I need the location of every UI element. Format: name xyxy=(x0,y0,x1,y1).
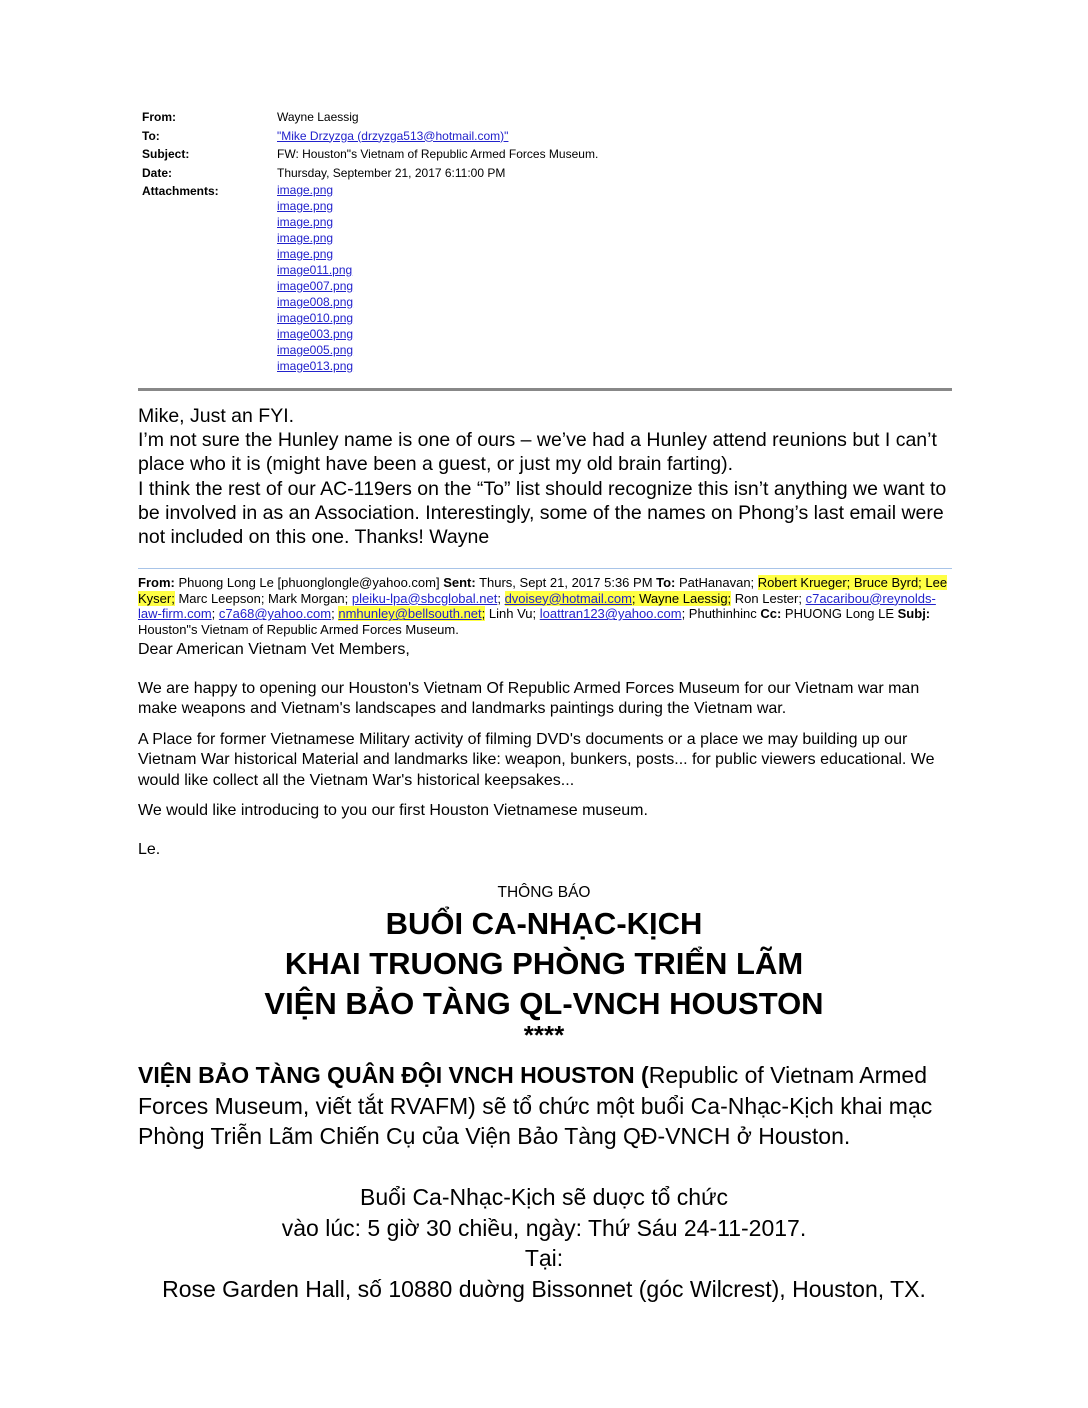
message-paragraph: We are happy to opening our Houston's Vietnam Of Republic Armed Forces Museum for our Vietnam war man make weapons and Vietnam's landscapes and landmarks paintings during the Vietnam war. xyxy=(138,679,920,717)
email-link[interactable]: pleiku-lpa@sbcglobal.net xyxy=(351,590,498,606)
attachment-link[interactable]: image.png xyxy=(277,215,334,229)
event-details xyxy=(138,1182,950,1304)
intro-line: I think the rest of our AC-119ers on the “To” list should recognize this isn’t anything we want to be involved in as an Association. Interestingly, some of the names on Phong’s last email were not included on this one. Thanks! Wayne xyxy=(138,477,947,549)
event-line: Tại: xyxy=(524,1245,564,1271)
attachment-link[interactable]: image.png xyxy=(277,183,334,197)
attachment-link[interactable]: image011.png xyxy=(277,263,353,277)
fwd-cc: PHUONG Long LE xyxy=(781,606,898,622)
fwd-to-text: Ron Lester; xyxy=(731,590,806,606)
intro-message xyxy=(138,404,958,549)
from-label: From: xyxy=(142,110,176,124)
stars-divider: **** xyxy=(523,1020,565,1050)
fwd-to-text: ; Phuthinhinc xyxy=(681,606,761,622)
announcement-paragraph xyxy=(138,1060,953,1152)
forward-divider xyxy=(138,568,952,569)
email-link[interactable]: dvoisey@hotmail.com xyxy=(504,590,632,606)
title-line: VIỆN BẢO TÀNG QL-VNCH HOUSTON xyxy=(264,986,824,1021)
date-label: Date: xyxy=(142,165,173,180)
forwarded-message xyxy=(138,640,958,870)
fwd-from-label: From: xyxy=(138,575,175,590)
fwd-to-text: Linh Vu; xyxy=(485,606,540,622)
fwd-separator: ; xyxy=(331,606,339,622)
from-value: Wayne Laessig xyxy=(277,110,359,124)
forwarded-header xyxy=(138,575,958,637)
event-line: Buổi Ca-Nhạc-Kịch sẽ duợc tổ chức xyxy=(360,1184,728,1210)
announcement-label: THÔNG BÁO xyxy=(497,884,591,901)
announcement-text: Republic of Vietnam Armed Forces Museum, viết tắt RVAFM) sẽ tổ chức một buổi Ca-Nhạc-Kịch khai mạc Phòng Triễn Lãm Chiến Cụ của Viện Bảo Tàng QĐ-VNCH ở Houston. xyxy=(138,1062,933,1149)
fwd-separator: ; xyxy=(497,590,505,606)
subject-label: Subject: xyxy=(142,147,190,161)
from-row xyxy=(142,108,962,127)
attachment-link[interactable]: image013.png xyxy=(277,359,354,373)
fwd-from: Phuong Long Le [phuonglongle@yahoo.com] xyxy=(174,575,444,590)
fwd-sent: Thurs, Sept 21, 2017 5:36 PM xyxy=(475,575,657,590)
highlighted-recipients: Robert Krueger; Bruce Byrd; Lee Kyser; xyxy=(138,575,948,606)
date-value: Thursday, September 21, 2017 6:11:00 PM xyxy=(277,165,506,180)
event-line: vào lúc: 5 giờ 30 chiều, ngày: Thứ Sáu 24-11-2017. xyxy=(281,1214,807,1241)
intro-line: Mike, Just an FYI. xyxy=(138,405,295,427)
title-line: BUỔI CA-NHẠC-KỊCH xyxy=(385,906,703,941)
to-label: To: xyxy=(142,128,160,143)
email-link[interactable]: loattran123@yahoo.com xyxy=(539,606,682,622)
attachment-link[interactable]: image003.png xyxy=(277,327,354,341)
attachment-link[interactable]: image.png xyxy=(277,231,334,245)
attachment-link[interactable]: image007.png xyxy=(277,279,354,293)
event-address: Rose Garden Hall, số 10880 duờng Bissonnet (góc Wilcrest), Houston, TX. xyxy=(162,1275,926,1302)
title-line: KHAI TRUONG PHÒNG TRIỂN LÃM xyxy=(284,946,804,981)
header-divider xyxy=(138,388,952,391)
attachment-link[interactable]: image005.png xyxy=(277,343,354,357)
email-link[interactable]: c7acaribou@reynolds-law-firm.com xyxy=(138,590,936,622)
fwd-to-label: To: xyxy=(656,575,676,590)
fwd-subj: Houston"s Vietnam of Republic Armed Forces Museum. xyxy=(138,621,459,637)
fwd-sent-label: Sent: xyxy=(443,575,476,590)
attachment-link[interactable]: image010.png xyxy=(277,311,354,325)
message-paragraph: We would like introducing to you our first Houston Vietnamese museum. xyxy=(138,802,648,819)
attachments-label: Attachments: xyxy=(142,184,219,198)
attachments-list xyxy=(277,182,962,374)
subject-value: FW: Houston"s Vietnam of Republic Armed Forces Museum. xyxy=(277,147,599,161)
attachments-row xyxy=(142,182,962,374)
signature: Le. xyxy=(138,840,161,858)
highlighted-recipients: ; Wayne Laessig; xyxy=(631,590,732,606)
greeting: Dear American Vietnam Vet Members, xyxy=(138,641,410,658)
attachment-link[interactable]: image008.png xyxy=(277,295,354,309)
intro-line: I’m not sure the Hunley name is one of ours – we’ve had a Hunley attend reunions but I can’t place who it is (might have been a guest, or just my old brain farting). xyxy=(138,429,937,476)
email-link[interactable]: nmhunley@bellsouth.net xyxy=(338,606,482,622)
attachment-link[interactable]: image.png xyxy=(277,247,334,261)
fwd-cc-label: Cc: xyxy=(760,606,782,622)
email-link[interactable]: c7a68@yahoo.com xyxy=(218,606,332,622)
announcement-title xyxy=(138,904,950,1024)
fwd-separator: ; xyxy=(211,606,219,622)
fwd-subj-label: Subj: xyxy=(897,606,931,622)
to-row xyxy=(142,127,962,146)
email-header xyxy=(142,108,962,374)
date-row xyxy=(142,164,962,183)
message-paragraph: A Place for former Vietnamese Military activity of filming DVD's documents or a place we may building up our Vietnam War historical Material and landmarks like: weapon, bunkers, posts... for public viewers educational. We would like collect all the Vietnam War's historical keepsakes... xyxy=(138,730,935,789)
fwd-to-text: Marc Leepson; Mark Morgan; xyxy=(174,590,352,606)
attachment-link[interactable]: image.png xyxy=(277,199,334,213)
subject-row xyxy=(142,145,962,164)
highlighted-recipients: ; xyxy=(481,606,486,622)
museum-name: VIỆN BẢO TÀNG QUÂN ĐỘI VNCH HOUSTON ( xyxy=(138,1062,649,1088)
to-link[interactable]: "Mike Drzyzga (drzyzga513@hotmail.com)" xyxy=(277,128,509,143)
fwd-to-text: PatHanavan; xyxy=(675,575,758,590)
